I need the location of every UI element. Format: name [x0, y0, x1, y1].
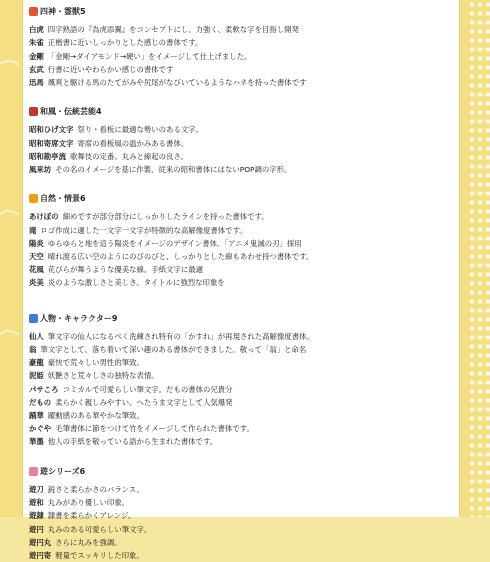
tiger-fire-icon: [29, 7, 38, 16]
font-name: 玄武: [29, 64, 44, 74]
font-list-item: [29, 263, 453, 276]
font-name: 昭和寄席文字: [29, 138, 74, 148]
fan-pattern: [0, 330, 24, 360]
section-heading: [29, 105, 453, 118]
font-list-item: [29, 276, 453, 289]
font-name: 昭和ひげ文字: [29, 125, 74, 135]
font-description: 豪快で荒々しい男性的筆致。: [47, 358, 144, 368]
font-list-item: [29, 369, 453, 382]
font-list-item: [29, 210, 453, 223]
section-title: 四神・霊獣5: [40, 7, 86, 16]
font-name: 遊円丸: [29, 537, 52, 547]
font-list-item: [29, 343, 453, 356]
font-name: 朱雀: [29, 38, 44, 48]
font-description: 筆文字として、落ち着いて深い趣のある書体ができました。敬って「翁」と命名: [40, 345, 307, 355]
font-list-item: [29, 483, 453, 496]
font-list-item: [29, 150, 453, 163]
font-name: 遊円: [29, 524, 44, 534]
font-description: 祭り・看板に最適な勢いのある文字。: [77, 125, 204, 135]
font-list-item: [29, 50, 453, 63]
font-name: 昭和勘亭流: [29, 151, 66, 161]
section-spacer: [29, 176, 453, 186]
font-description: 炎のような激しさと美しさ。タイトルに強烈な印象を: [47, 278, 225, 288]
font-description: 筆文字の仙人になるべく洗練され特有の「かすれ」が再現された高解像度書体。: [47, 331, 314, 341]
font-list-item: [29, 422, 453, 435]
font-name: 華墨: [29, 437, 44, 447]
font-description: 細めですが部分部分にしっかりしたラインを持った書体です。: [62, 212, 269, 222]
font-description: 歌舞伎の定番。丸みと線起の良さ。: [69, 151, 188, 161]
section-spacer: [29, 449, 453, 459]
font-name: かぐや: [29, 424, 52, 434]
font-name: 遊刀: [29, 484, 44, 494]
font-list-item: [29, 383, 453, 396]
font-description: ロゴ作成に適した一文字一文字が特徴的な高解像度書体です。: [40, 225, 247, 235]
font-name: 仙人: [29, 331, 44, 341]
font-list: [23, 0, 459, 562]
font-description: 丸みのある可愛らしい筆文字。: [47, 524, 152, 534]
font-name: 踊華: [29, 411, 44, 421]
font-description: 軽量でスッキリした印象。: [55, 550, 144, 560]
font-list-item: [29, 396, 453, 409]
font-description: 四字熟語の『為虎添翼』をコンセプトにし、力強く、柔軟な字を目指し開発: [47, 25, 299, 35]
section-spacer: [29, 89, 453, 99]
person-icon: [29, 314, 38, 323]
font-name: 滝: [29, 225, 37, 235]
font-name: 遊和: [29, 498, 44, 508]
sunrise-icon: [29, 194, 38, 203]
font-description: 正楷書に近いしっかりとした感じの書体です。: [47, 38, 203, 48]
fan-pattern: [0, 210, 24, 240]
section-heading: [29, 312, 453, 325]
font-description: 「金剛→ダイアモンド→硬い」をイメージして仕上げました。: [47, 51, 252, 61]
font-list-item: [29, 36, 453, 49]
font-name: 炎美: [29, 278, 44, 288]
font-description: 他人の手紙を敬っている語から生まれた書体です。: [47, 437, 218, 447]
font-description: 颯爽と駆ける馬のたてがみや尻尾がなびいているようなハネを持った書体です: [47, 78, 307, 88]
left-decorative-border: [0, 0, 22, 517]
font-list-item: [29, 536, 453, 549]
font-description: 行書に近いやわらかい感じの書体です: [47, 64, 174, 74]
section-heading: [29, 465, 453, 478]
font-name: 翁: [29, 345, 37, 355]
flower-icon: [29, 467, 38, 476]
font-name: 遊円寄: [29, 550, 52, 560]
font-name: 金剛: [29, 51, 44, 61]
font-name: パサころ: [29, 384, 59, 394]
font-list-item: [29, 224, 453, 237]
section-spacer: [29, 290, 453, 306]
fan-pattern: [0, 60, 24, 90]
font-description: 丸みがあり優しい印象。: [47, 498, 130, 508]
font-list-item: [29, 435, 453, 448]
dot-pattern: [468, 0, 490, 517]
font-list-item: [29, 509, 453, 522]
font-name: 豪龍: [29, 358, 44, 368]
font-name: 風来坊: [29, 165, 52, 175]
font-list-item: [29, 250, 453, 263]
font-name: だもの: [29, 397, 52, 407]
font-list-item: [29, 330, 453, 343]
font-list-item: [29, 523, 453, 536]
lantern-icon: [29, 107, 38, 116]
font-description: ゆらゆらと地を這う陽炎をイメージのデザイン書体。「アニメ鬼滅の刃」採用: [47, 238, 302, 248]
font-list-item: [29, 356, 453, 369]
font-description: 妖艶さと荒々しさの独特な表情。: [47, 371, 159, 381]
section-title: 和風・伝統芸能4: [40, 107, 102, 117]
font-description: 躍動感のある華やかな筆致。: [47, 411, 144, 421]
font-description: さらに丸みを強調。: [55, 537, 122, 547]
font-list-item: [29, 76, 453, 89]
font-list-item: [29, 137, 453, 150]
font-list-panel: [22, 0, 460, 560]
font-name: 天空: [29, 252, 44, 262]
section-heading: [29, 192, 453, 205]
font-description: 柔らかく親しみやすい。へたうま文字として人気爆発: [55, 397, 233, 407]
font-name: 陽炎: [29, 238, 44, 248]
font-list-item: [29, 23, 453, 36]
font-name: 遊隷: [29, 511, 44, 521]
section-title: 人物・キャラクター9: [40, 313, 118, 323]
section-heading: [29, 5, 453, 18]
font-name: 泥姫: [29, 371, 44, 381]
font-name: 白虎: [29, 25, 44, 35]
font-description: 晴れ渡る広い空のようにのびのびと、しっかりとした線もあわせ持つ書体です。: [47, 252, 314, 262]
font-list-item: [29, 123, 453, 136]
font-description: その名のイメージを基に作製、従来の昭和書体にはないPOP調の字形。: [55, 165, 292, 175]
section-title: 自然・情景6: [40, 194, 86, 204]
font-list-item: [29, 409, 453, 422]
font-description: 寄席の看板風の温かみある書体。: [77, 138, 189, 148]
font-list-item: [29, 496, 453, 509]
font-list-item: [29, 163, 453, 176]
font-description: 隷書を柔らかくアレンジ。: [47, 511, 136, 521]
font-description: 毛筆書体に節をつけて竹をイメージして作られた書体です。: [55, 424, 254, 434]
font-list-item: [29, 237, 453, 250]
font-name: あけぼの: [29, 212, 59, 222]
font-description: コミカルで可愛らしい筆文字。だもの書体の兄貴分: [62, 384, 233, 394]
font-name: 迅馬: [29, 78, 44, 88]
font-description: 鋭さと柔らかさのバランス。: [47, 484, 144, 494]
font-list-item: [29, 63, 453, 76]
font-description: 花びらが舞うような優美な線。手紙文字に最適: [47, 265, 204, 275]
font-name: 花風: [29, 265, 44, 275]
font-list-item: [29, 549, 453, 562]
section-title: 遊シリーズ6: [40, 466, 86, 476]
